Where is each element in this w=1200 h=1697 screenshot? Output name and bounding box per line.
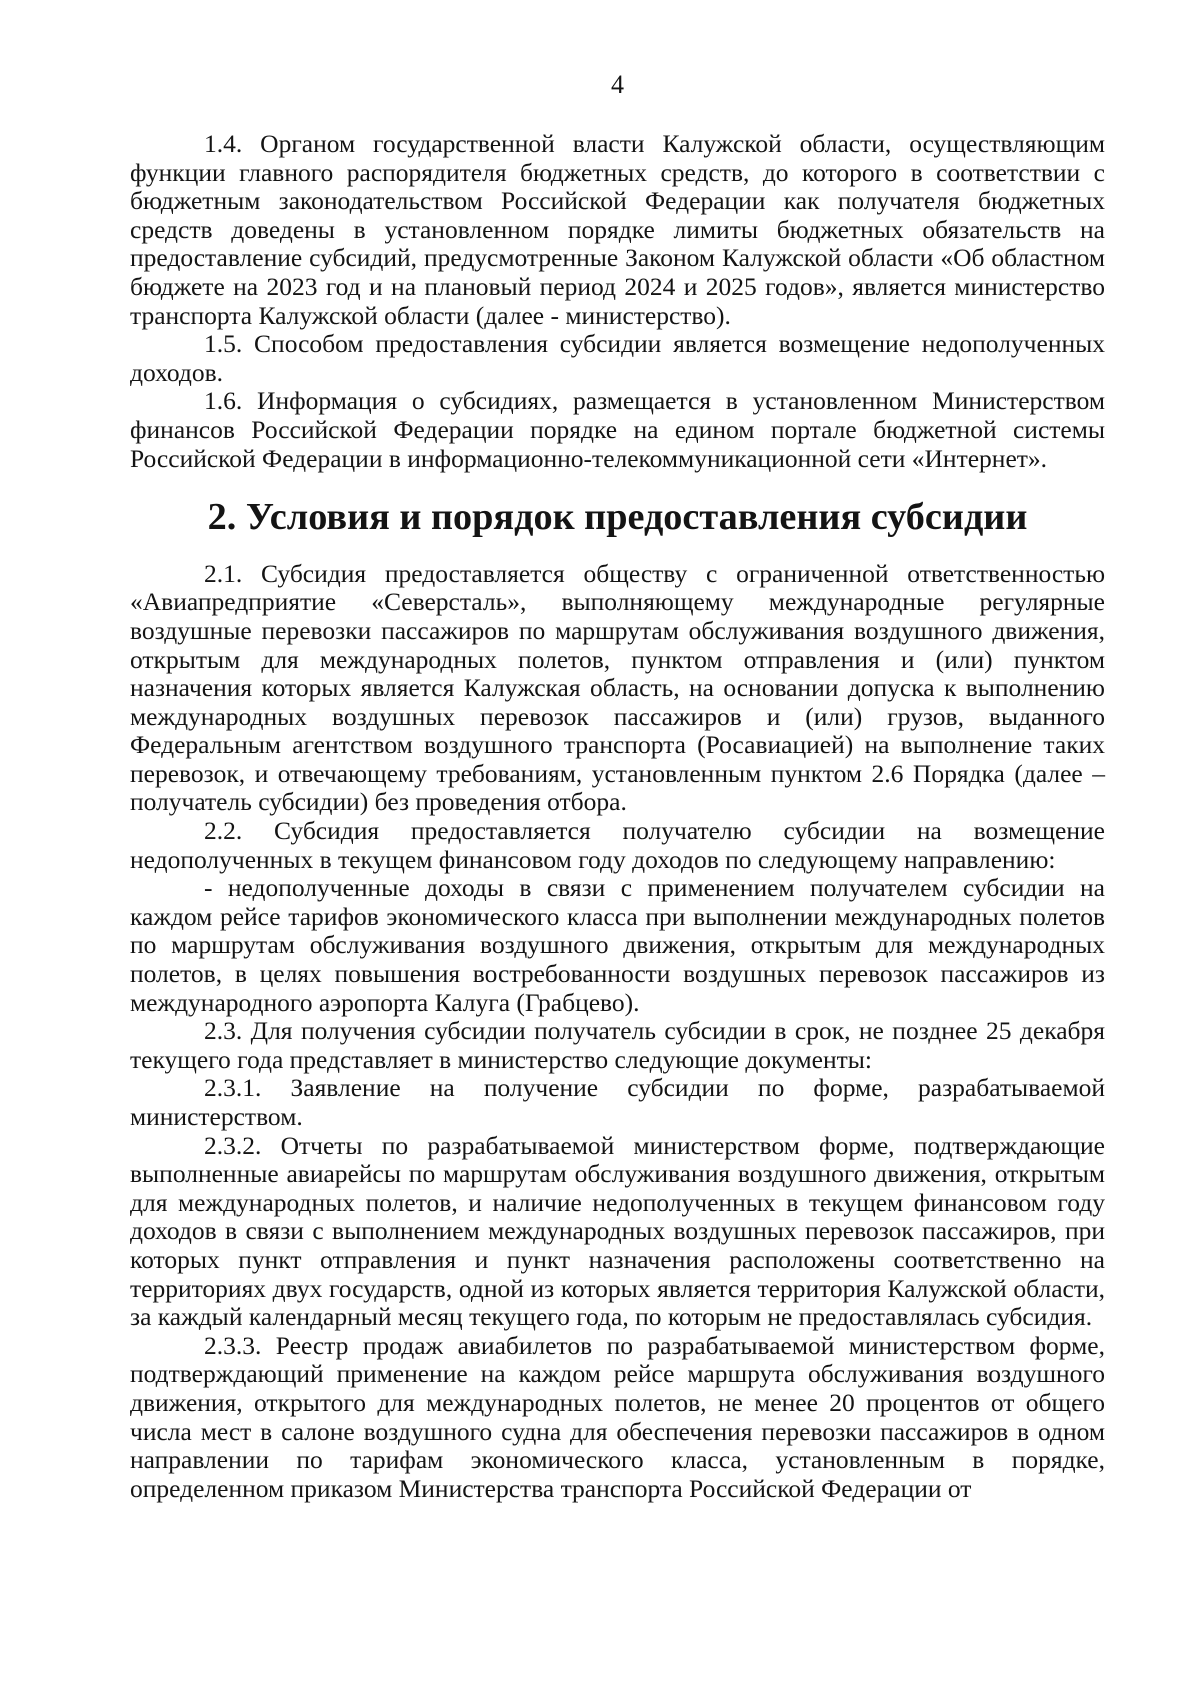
paragraph-2-2-item: - недополученные доходы в связи с применением получателем субсидии на каждом рейсе тарифов экономического класса при выполнении международных полетов по маршрутам обслуживания воздушного движения, открытым для международных полетов, в целях повышения востребованности воздушных перевозок пассажиров из международного аэропорта Калуга (Грабцево). [130, 873, 1105, 1017]
paragraph-1-6: 1.6. Информация о субсидиях, размещается в установленном Министерством финансов Российской Федерации порядке на едином портале бюджетной системы Российской Федерации в информационно-телекоммуникационной сети «Интернет». [130, 386, 1105, 473]
page-number: 4 [611, 70, 624, 99]
paragraph-2-3-3: 2.3.3. Реестр продаж авиабилетов по разрабатываемой министерством форме, подтверждающий применение на каждом рейсе маршрута обслуживания воздушного движения, открытого для международных полетов, не менее 20 процентов от общего числа мест в салоне воздушного судна для обеспечения перевозки пассажиров в одном направлении по тарифам экономического класса, установленным в порядке, определенном приказом Министерства транспорта Российской Федерации от [130, 1330, 1105, 1503]
section-2-heading: 2. Условия и порядок предоставления субсидии [207, 496, 1028, 539]
paragraph-2-3-1: 2.3.1. Заявление на получение субсидии по форме, разрабатываемой министерством. [130, 1073, 1105, 1131]
paragraph-2-2: 2.2. Субсидия предоставляется получателю субсидии на возмещение недополученных в текущем финансовом году доходов по следующему направлению: [130, 816, 1105, 874]
paragraph-1-4: 1.4. Органом государственной власти Калужской области, осуществляющим функции главного распорядителя бюджетных средств, до которого в соответствии с бюджетным законодательством Российской Федерации как получателя бюджетных средств доведены в установленном порядке лимиты бюджетных обязательств на предоставление субсидий, предусмотренные Законом Калужской области «Об областном бюджете на 2023 год и на плановый период 2024 и 2025 годов», является министерство транспорта Калужской области (далее - министерство). [130, 129, 1105, 330]
paragraph-1-5: 1.5. Способом предоставления субсидии является возмещение недополученных доходов. [130, 329, 1105, 387]
paragraph-2-1: 2.1. Субсидия предоставляется обществу с ограниченной ответственностью «Авиапредприятие «Северсталь», выполняющему международные регулярные воздушные перевозки пассажиров по маршрутам обслуживания воздушного движения, открытым для международных полетов, пунктом отправления и (или) пунктом назначения которых является Калужская область, на основании допуска к выполнению международных воздушных перевозок пассажиров и (или) грузов, выданного Федеральным агентством воздушного транспорта (Росавиацией) на выполнение таких перевозок, и отвечающему требованиям, установленным пунктом 2.6 Порядка (далее – получатель субсидии) без проведения отбора. [130, 558, 1105, 817]
paragraph-2-3-2: 2.3.2. Отчеты по разрабатываемой министерством форме, подтверждающие выполненные авиарейсы по маршрутам обслуживания воздушного движения, открытым для международных полетов, и наличие недополученных в текущем финансовом году доходов в связи с выполнением международных воздушных перевозок пассажиров, при которых пункт отправления и пункт назначения расположены соответственно на территориях двух государств, одной из которых является территория Калужской области, за каждый календарный месяц текущего года, по которым не предоставлялась субсидия. [130, 1130, 1105, 1332]
document-body [130, 130, 1105, 1503]
paragraph-2-3: 2.3. Для получения субсидии получатель субсидии в срок, не позднее 25 декабря текущего года представляет в министерство следующие документы: [130, 1016, 1105, 1074]
